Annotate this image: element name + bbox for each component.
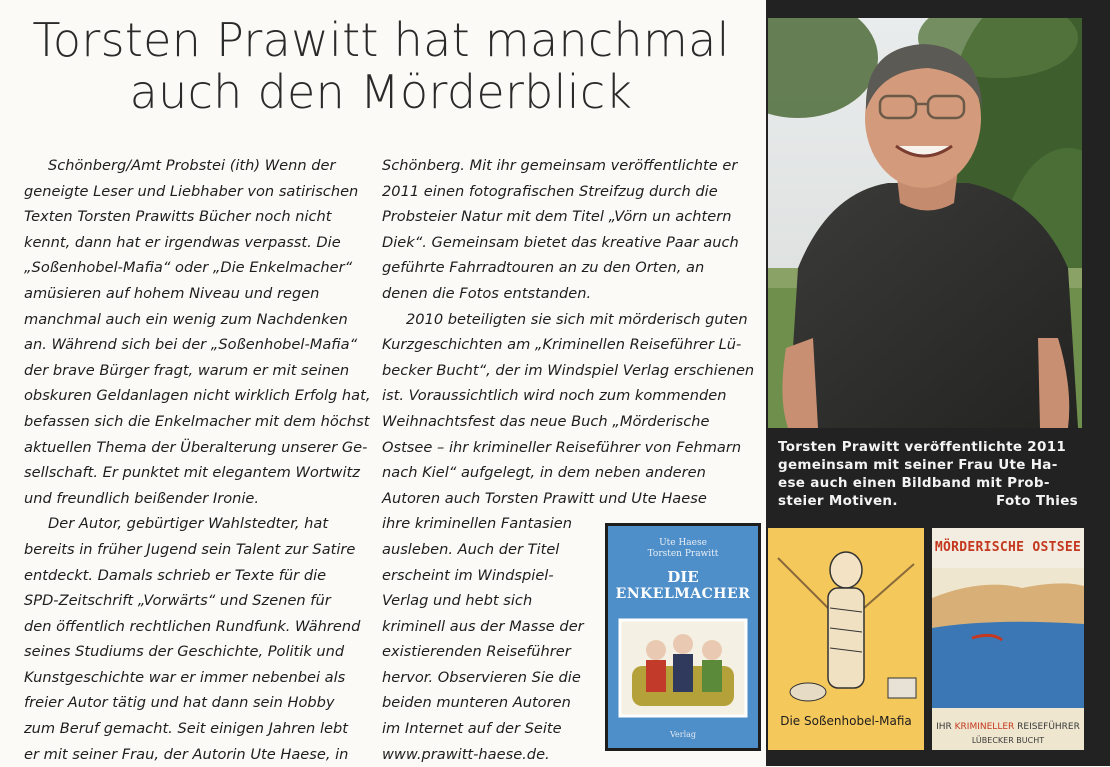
text-line: bereits in früher Jugend sein Talent zur Satire (24, 540, 356, 558)
book-cover-sossenhobel-mafia (768, 528, 924, 750)
text-line: und freundlich beißender Ironie. (24, 489, 260, 507)
text-line: den öffentlich rechtlichen Rundfunk. Während (24, 617, 361, 635)
caption-line: gemeinsam mit seiner Frau Ute Ha- (778, 457, 1058, 473)
text-line: Weihnachtsfest das neue Buch „Mörderische (382, 412, 710, 430)
book-title-line-2: ENKELMACHER (615, 586, 751, 602)
text-line: obskuren Geldanlagen nicht wirklich Erfolg hat, (24, 387, 371, 405)
text-line: der brave Bürger fragt, warum er mit seinen (24, 361, 350, 379)
author-portrait-illustration (768, 18, 1082, 428)
text-line: SPD-Zeitschrift „Vorwärts“ und Szenen für (24, 592, 331, 610)
book-subtitle-accent: KRIMINELLER (954, 722, 1015, 732)
book-title: MÖRDERISCHE OSTSEE (934, 540, 1082, 555)
text-line: Autoren auch Torsten Prawitt und Ute Haese (382, 489, 707, 507)
text-line: hervor. Observieren Sie die (382, 668, 581, 686)
text-line: amüsieren auf hohem Niveau und regen (24, 284, 320, 302)
caption-line: Torsten Prawitt veröffentlichte 2011 (778, 439, 1067, 455)
text-line: www.prawitt-haese.de. (382, 745, 550, 763)
article-column-1 (24, 153, 371, 767)
photo-credit: Foto Thies (995, 493, 1078, 509)
book-illustration (608, 526, 758, 748)
book-subtitle-pre: IHR (936, 722, 955, 732)
text-line: ist. Voraussichtlich wird noch zum kommenden (382, 387, 727, 405)
book-cover-enkelmacher (608, 526, 758, 748)
text-line: existierenden Reiseführer (382, 643, 571, 661)
text-line: Verlag und hebt sich (382, 592, 533, 610)
text-line: aktuellen Thema der Überalterung unserer Ge- (24, 438, 368, 456)
book-publisher: Verlag (669, 730, 697, 739)
photo-caption (778, 438, 1078, 510)
text-line: beiden munteren Autoren (382, 694, 571, 712)
text-line: „Soßenhobel-Mafia“ oder „Die Enkelmacher“ (24, 259, 353, 277)
text-line: an. Während sich bei der „Soßenhobel-Mafia“ (24, 336, 358, 354)
text-line: ausleben. Auch der Titel (382, 540, 560, 558)
text-line: Kunstgeschichte war er immer nebenbei als (24, 668, 346, 686)
book-cover-moerderische-ostsee (932, 528, 1084, 750)
text-line: zum Beruf gemacht. Seit einigen Jahren lebt (24, 720, 348, 738)
text-line: kriminell aus der Masse der (382, 617, 584, 635)
text-line: Probsteier Natur mit dem Titel „Vörn un achtern (382, 208, 732, 226)
book-title: Die Soßenhobel-Mafia (780, 714, 912, 728)
text-line: geführte Fahrradtouren an zu den Orten, an (382, 259, 705, 277)
book-subtitle-post: REISEFÜHRER (1014, 722, 1080, 732)
text-line: freier Autor tätig und hat dann sein Hobby (24, 694, 335, 712)
text-line: sellschaft. Er punktet mit elegantem Wortwitz (24, 464, 360, 482)
caption-line: ese auch einen Bildband mit Prob- (778, 475, 1050, 491)
book-region: LÜBECKER BUCHT (971, 736, 1045, 745)
caption-line-last (778, 492, 1078, 510)
text-line: becker Bucht“, der im Windspiel Verlag erschienen (382, 361, 755, 379)
text-line: erscheint im Windspiel- (382, 566, 554, 584)
text-line: befassen sich die Enkelmacher mit dem höchst (24, 412, 370, 430)
text-line: entdeckt. Damals schrieb er Texte für die (24, 566, 327, 584)
book-authors-2: Torsten Prawitt (647, 549, 719, 559)
headline-line-1: Torsten Prawitt hat manchmal (32, 13, 730, 67)
text-line: kennt, dann hat er irgendwas verpasst. Die (24, 233, 341, 251)
text-line: nach Kiel“ aufgelegt, in dem neben anderen (382, 464, 706, 482)
book-authors: Ute Haese (659, 538, 707, 548)
article-headline (0, 14, 762, 118)
text-line: im Internet auf der Seite (382, 720, 562, 738)
text-line: 2010 beteiligten sie sich mit mörderisch guten (406, 310, 748, 328)
book-illustration (932, 528, 1084, 750)
book-title-line-1: DIE (667, 568, 699, 586)
text-line: denen die Fotos entstanden. (382, 284, 592, 302)
text-line: Diek“. Gemeinsam bietet das kreative Paar auch (382, 233, 739, 251)
text-line: ihre kriminellen Fantasien (382, 515, 573, 533)
text-line: Kurzgeschichten am „Kriminellen Reiseführer Lü- (382, 336, 742, 354)
text-line: seines Studiums der Geschichte, Politik und (24, 643, 345, 661)
text-line: Schönberg. Mit ihr gemeinsam veröffentlichte er (382, 157, 738, 174)
caption-text: steier Motiven. (778, 493, 898, 509)
text-line: Der Autor, gebürtiger Wahlstedter, hat (48, 515, 329, 533)
text-line: geneigte Leser und Liebhaber von satirischen (24, 182, 359, 200)
text-line: Texten Torsten Prawitts Bücher noch nicht (24, 208, 332, 226)
text-line: manchmal auch ein wenig zum Nachdenken (24, 310, 348, 328)
text-line: Ostsee – ihr krimineller Reiseführer von Fehmarn (382, 438, 742, 456)
text-line: Schönberg/Amt Probstei (ith) Wenn der (48, 157, 336, 174)
text-line: 2011 einen fotografischen Streifzug durch die (382, 182, 718, 200)
text-line: er mit seiner Frau, der Autorin Ute Haese, in (24, 745, 349, 763)
headline-line-2: auch den Mörderblick (129, 65, 633, 119)
author-photo (768, 18, 1082, 428)
book-subtitle (932, 722, 1084, 732)
